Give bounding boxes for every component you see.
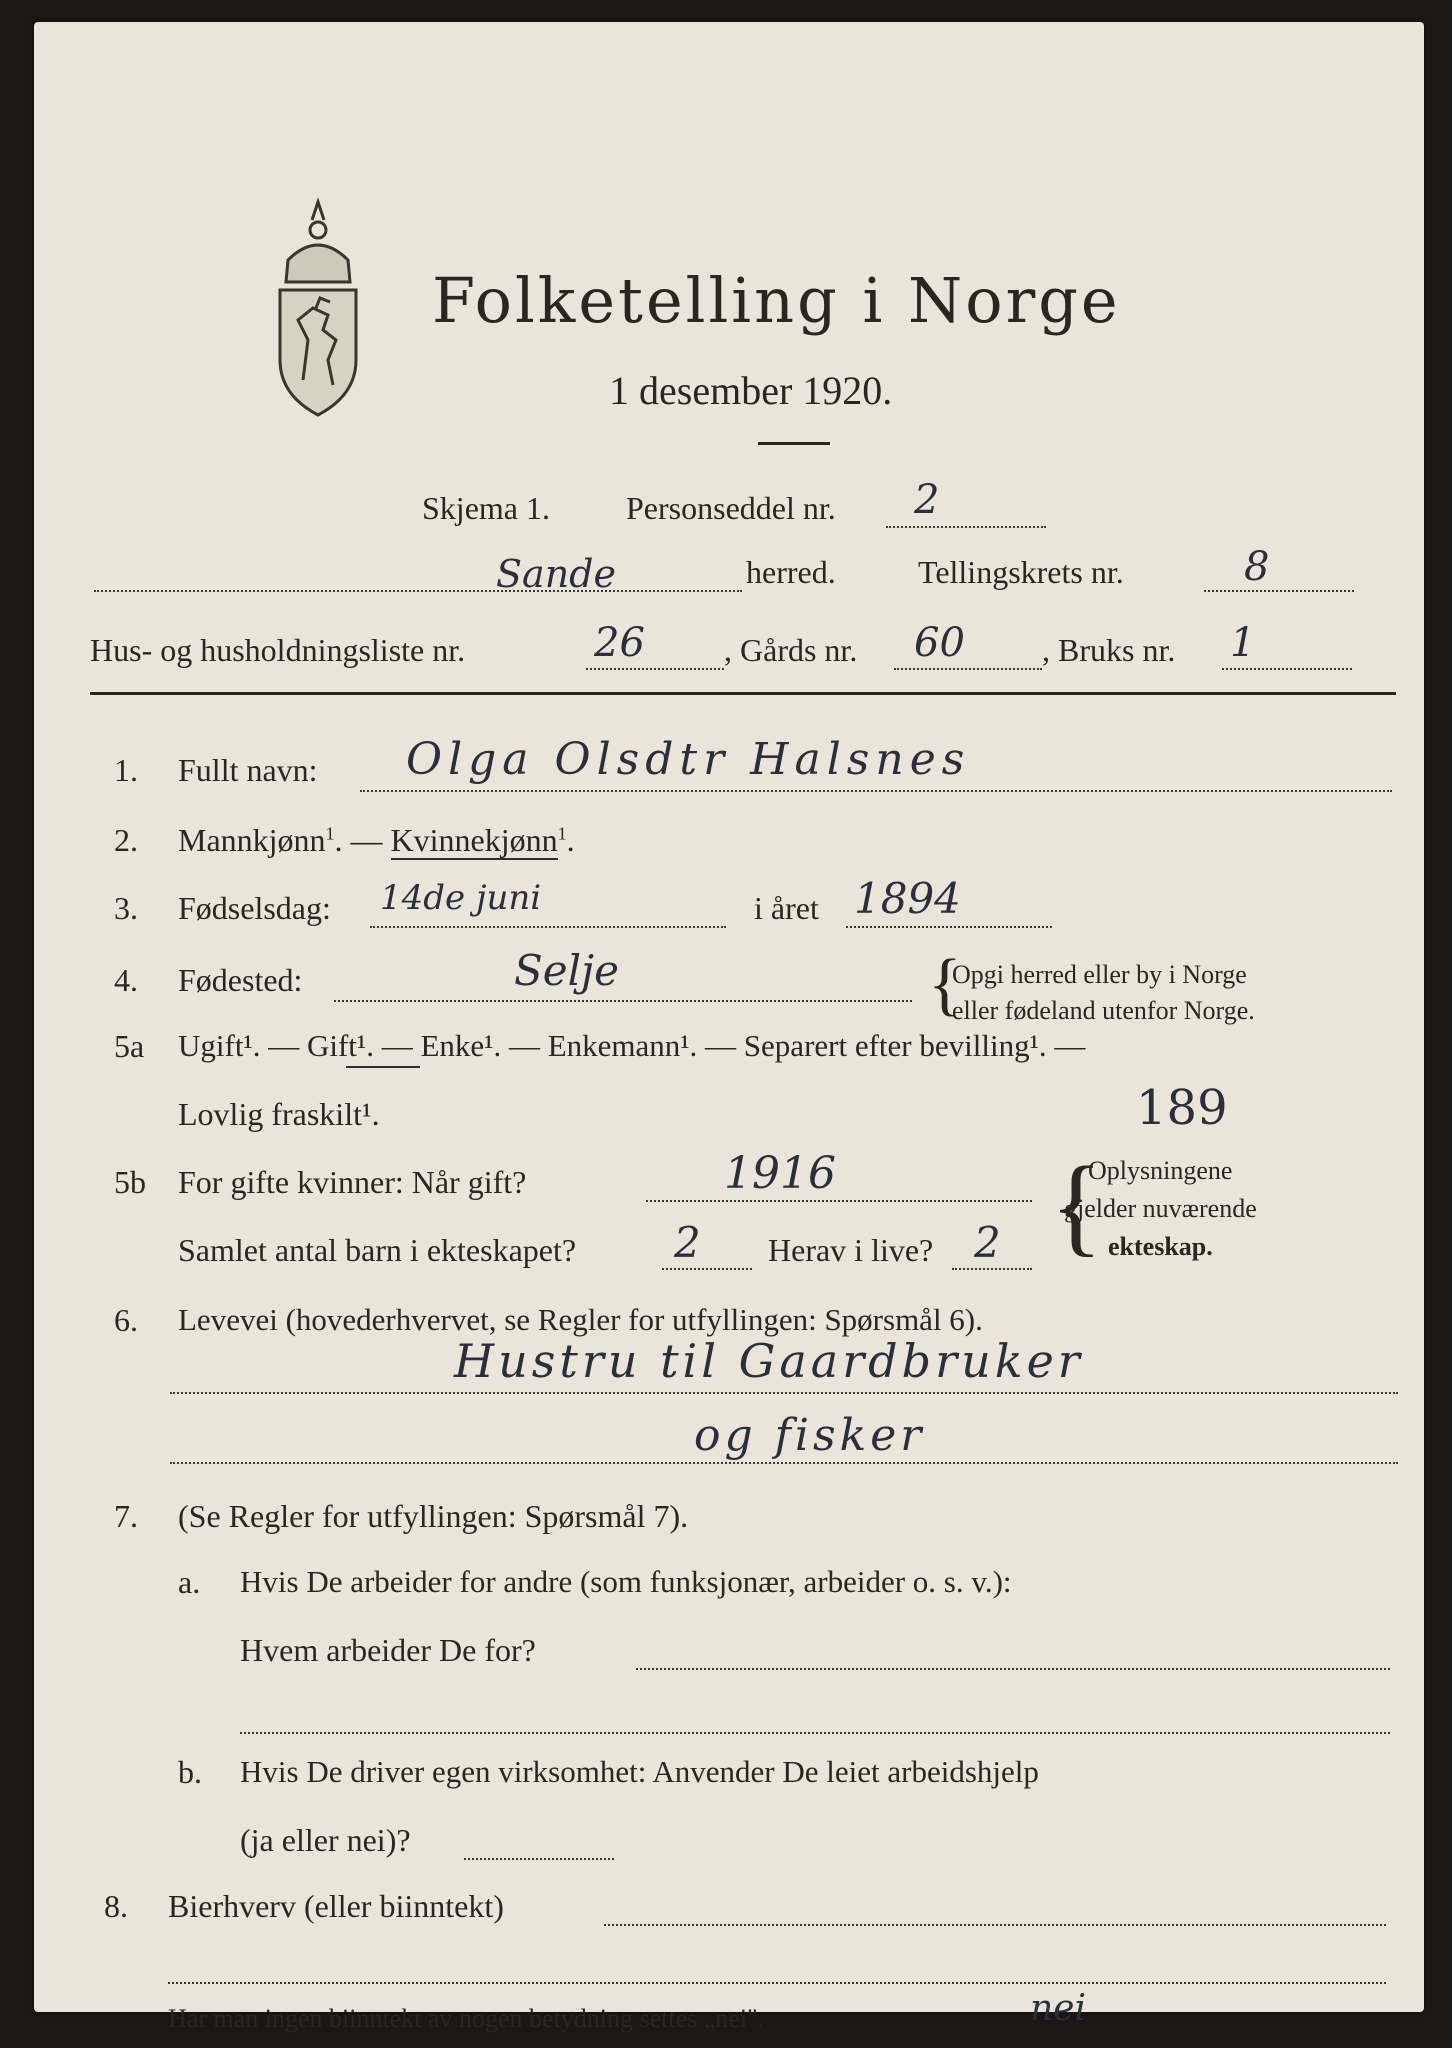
q2-end: .	[566, 822, 575, 858]
q6-occupation-value-2[interactable]: og fisker	[694, 1410, 926, 1461]
q7b-line[interactable]	[464, 1858, 614, 1860]
q3-label: Fødselsdag:	[178, 890, 331, 926]
bruk-line	[1222, 668, 1352, 670]
q8-line-2[interactable]	[168, 1982, 1386, 1984]
q6-number: 6.	[114, 1302, 138, 1338]
q3-year-label: i året	[754, 890, 819, 926]
bruk-value[interactable]: 1	[1230, 620, 1256, 666]
q5b-alive-line	[952, 1268, 1032, 1270]
q2-male-option[interactable]: Mannkjønn	[178, 822, 326, 858]
herred-value[interactable]: Sande	[496, 552, 616, 596]
krets-label: Tellingskrets nr.	[918, 554, 1124, 590]
q6-occupation-value-1[interactable]: Hustru til Gaardbruker	[454, 1334, 1084, 1388]
krets-line	[1204, 590, 1354, 592]
schema-label: Skjema 1.	[422, 490, 550, 526]
q5a-margin-note: 189	[1136, 1080, 1228, 1136]
q7a-line-2[interactable]	[240, 1732, 1390, 1734]
q5b-note-1: Oplysningene	[1088, 1156, 1233, 1185]
q8-number: 8.	[104, 1888, 128, 1924]
q7b-letter: b.	[178, 1754, 202, 1790]
q5b-children-value[interactable]: 2	[674, 1218, 701, 1267]
q8-label: Bierhverv (eller biinntekt)	[168, 1888, 504, 1924]
q1-full-name-value[interactable]: Olga Olsdtr Halsnes	[406, 734, 971, 785]
q3-year-value[interactable]: 1894	[854, 874, 961, 923]
q5b-when-line	[646, 1200, 1032, 1202]
q6-line-2	[170, 1462, 1398, 1464]
hus-value[interactable]: 26	[594, 620, 645, 666]
gard-label: , Gårds nr.	[724, 632, 858, 668]
q2-footnote-mark-2: 1	[557, 823, 567, 844]
q7a-line-1[interactable]	[636, 1668, 1390, 1670]
q3-year-line	[846, 926, 1052, 928]
q6-line-1	[170, 1392, 1398, 1394]
hus-line	[586, 668, 724, 670]
footer-value[interactable]: nei	[1030, 1988, 1087, 2029]
q5b-children-line	[662, 1268, 752, 1270]
q5a-number: 5a	[114, 1028, 145, 1064]
q5b-note-3: ekteskap.	[1108, 1232, 1213, 1261]
title-divider	[758, 442, 830, 445]
q1-label: Fullt navn:	[178, 752, 318, 788]
form-title: Folketelling i Norge	[432, 264, 1121, 337]
census-form	[34, 22, 1424, 2033]
personseddel-line	[886, 526, 1046, 528]
q3-date-line	[370, 926, 726, 928]
q1-line	[360, 790, 1392, 792]
q4-note-1: Opgi herred eller by i Norge	[952, 960, 1247, 989]
q2-footnote-mark: 1	[325, 823, 335, 844]
q4-brace: {	[928, 946, 962, 1023]
q7-label: (Se Regler for utfyllingen: Spørsmål 7).	[178, 1498, 689, 1534]
q7a-text: Hvis De arbeider for andre (som funksjonær, arbeider o. s. v.):	[240, 1564, 1012, 1599]
q5b-alive-label: Herav i live?	[768, 1232, 934, 1268]
q4-line	[334, 1000, 912, 1002]
q2-sex	[178, 822, 575, 859]
q4-label: Fødested:	[178, 962, 303, 998]
q5b-children-label: Samlet antal barn i ekteskapet?	[178, 1232, 577, 1268]
q3-number: 3.	[114, 890, 138, 926]
q7a-question: Hvem arbeider De for?	[240, 1632, 536, 1668]
q4-birthplace-value[interactable]: Selje	[514, 946, 619, 995]
q7-number: 7.	[114, 1498, 138, 1534]
q4-number: 4.	[114, 962, 138, 998]
q5b-number: 5b	[114, 1164, 146, 1200]
personseddel-value[interactable]: 2	[914, 477, 940, 523]
herred-line	[94, 590, 742, 592]
gard-value[interactable]: 60	[914, 620, 965, 666]
krets-value[interactable]: 8	[1244, 544, 1270, 590]
personseddel-label: Personseddel nr.	[626, 490, 836, 526]
q2-female-option[interactable]: Kvinnekjønn	[390, 822, 558, 858]
footer-note: Har man ingen biinntekt av nogen betydning settes „nei".	[168, 2004, 765, 2033]
census-date: 1 desember 1920.	[609, 368, 893, 413]
q5b-alive-value[interactable]: 2	[974, 1218, 1001, 1267]
q7b-question: (ja eller nei)?	[240, 1822, 411, 1858]
q1-number: 1.	[114, 752, 138, 788]
q3-birthday-value[interactable]: 14de juni	[380, 878, 542, 918]
gard-line	[894, 668, 1042, 670]
q5b-brace: {	[1050, 1144, 1103, 1266]
q5a-gift-underline	[346, 1066, 420, 1068]
q4-note-2: eller fødeland utenfor Norge.	[952, 996, 1255, 1025]
q2-number: 2.	[114, 822, 138, 858]
q2-separator: . —	[334, 822, 391, 858]
herred-label: herred.	[746, 554, 836, 590]
hus-label: Hus- og husholdningsliste nr.	[90, 632, 466, 668]
bruk-label: , Bruks nr.	[1042, 632, 1176, 668]
q5a-line2[interactable]: Lovlig fraskilt¹.	[178, 1096, 380, 1132]
header-rule	[90, 692, 1396, 695]
q5b-label: For gifte kvinner: Når gift?	[178, 1164, 527, 1200]
q7a-letter: a.	[178, 1564, 201, 1600]
q6-label: Levevei (hovederhvervet, se Regler for utfyllingen: Spørsmål 6).	[178, 1302, 983, 1337]
q5b-note-2: gjelder nuværende	[1064, 1194, 1257, 1223]
q8-line-1[interactable]	[604, 1924, 1386, 1926]
norway-coat-of-arms-icon	[258, 190, 378, 420]
q7b-text: Hvis De driver egen virksomhet: Anvender De leiet arbeidshjelp	[240, 1754, 1039, 1789]
q5a-marital-options[interactable]: Ugift¹. — Gift¹. — Enke¹. — Enkemann¹. — Separert efter bevilling¹. —	[178, 1028, 1086, 1063]
q5b-when-value[interactable]: 1916	[724, 1148, 836, 1199]
